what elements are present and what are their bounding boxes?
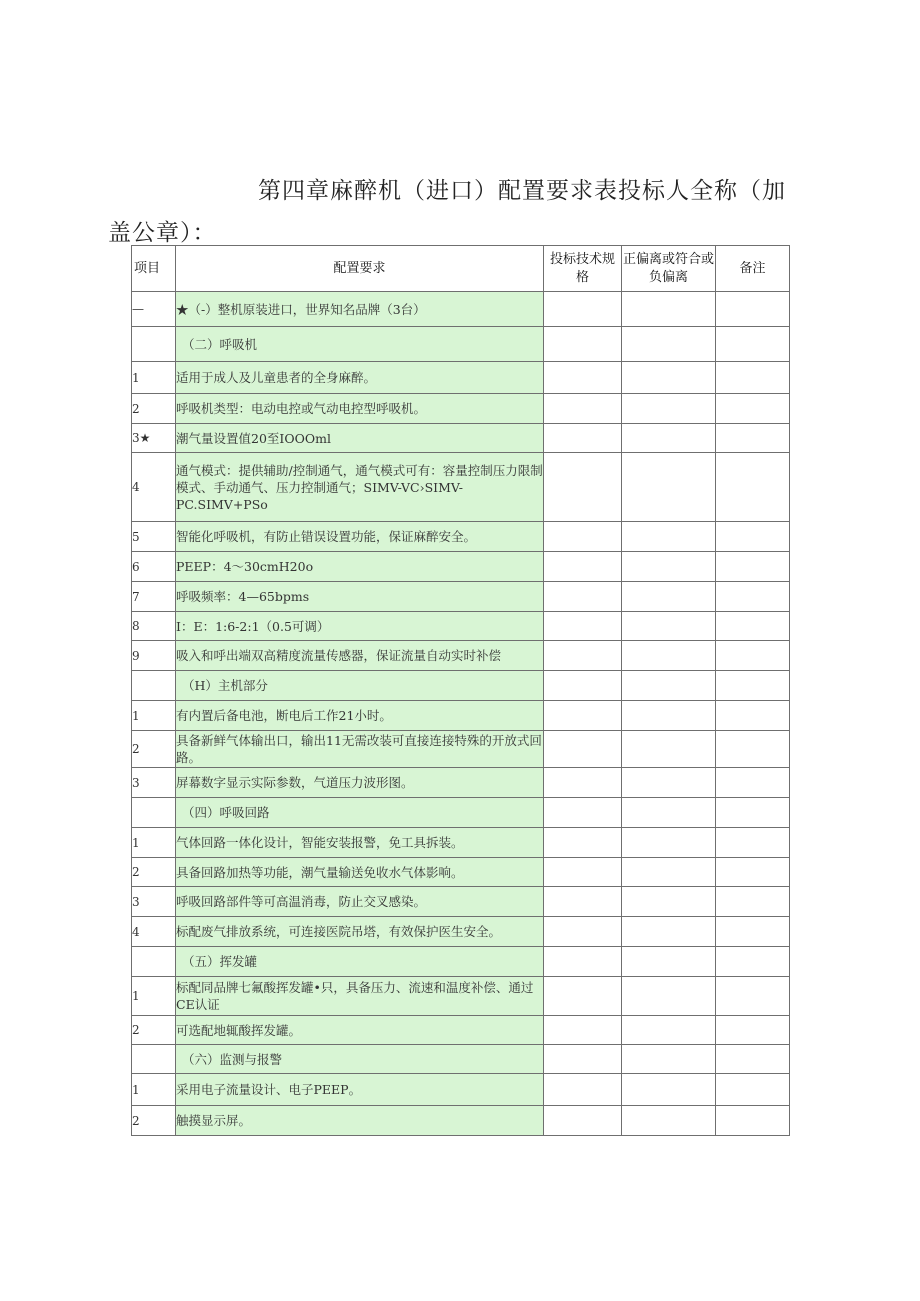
spec-cell[interactable] [544, 612, 622, 641]
deviation-cell[interactable] [622, 1106, 716, 1136]
deviation-cell[interactable] [622, 671, 716, 701]
requirement-text: 采用电子流量设计、电子PEEP。 [176, 1074, 544, 1106]
requirement-text: 呼吸回路部件等可高温消毒，防止交叉感染。 [176, 887, 544, 917]
requirement-text: 呼吸机类型：电动电控或气动电控型呼吸机。 [176, 394, 544, 424]
deviation-cell[interactable] [622, 453, 716, 522]
item-number: 4 [132, 917, 176, 947]
table-row [132, 453, 790, 522]
deviation-cell[interactable] [622, 798, 716, 828]
table-row [132, 1106, 790, 1136]
remark-cell[interactable] [716, 858, 790, 887]
requirement-text: 标配废气排放系统，可连接医院吊塔，有效保护医生安全。 [176, 917, 544, 947]
table-row [132, 701, 790, 731]
table-row [132, 731, 790, 768]
table-row [132, 977, 790, 1016]
deviation-cell[interactable] [622, 522, 716, 552]
deviation-cell[interactable] [622, 701, 716, 731]
section-heading: （二）呼吸机 [176, 327, 544, 362]
spec-cell[interactable] [544, 917, 622, 947]
section-row [132, 1045, 790, 1074]
requirement-text: 可选配地辄酸挥发罐。 [176, 1016, 544, 1045]
table-row [132, 424, 790, 453]
item-number [132, 671, 176, 701]
table-row [132, 858, 790, 887]
requirement-text: 适用于成人及儿童患者的全身麻醉。 [176, 362, 544, 394]
deviation-cell[interactable] [622, 641, 716, 671]
spec-cell[interactable] [544, 798, 622, 828]
deviation-cell[interactable] [622, 292, 716, 327]
page-title-continued: 盖公章）： [108, 220, 217, 246]
table-row [132, 522, 790, 552]
requirement-text: I：E：1:6-2:1（0.5可调） [176, 612, 544, 641]
item-number [132, 798, 176, 828]
remark-cell[interactable] [716, 887, 790, 917]
item-number: 3 [132, 768, 176, 798]
page-title: 第四章麻醉机（进口）配置要求表投标人全称（加 [258, 178, 786, 204]
section-heading: （六）监测与报警 [176, 1045, 544, 1074]
remark-cell[interactable] [716, 582, 790, 612]
requirement-text: 有内置后备电池，断电后工作21小时。 [176, 701, 544, 731]
deviation-cell[interactable] [622, 977, 716, 1016]
table-row [132, 362, 790, 394]
item-number: 8 [132, 612, 176, 641]
section-heading: （四）呼吸回路 [176, 798, 544, 828]
requirement-text: 气体回路一体化设计，智能安装报警，免工具拆装。 [176, 828, 544, 858]
remark-cell[interactable] [716, 828, 790, 858]
deviation-cell[interactable] [622, 327, 716, 362]
spec-cell[interactable] [544, 424, 622, 453]
spec-cell[interactable] [544, 1106, 622, 1136]
header-row [132, 246, 790, 292]
table-row [132, 887, 790, 917]
item-number: 1 [132, 977, 176, 1016]
spec-cell[interactable] [544, 858, 622, 887]
requirement-text: 标配同品牌七氟酸挥发罐•只，具备压力、流速和温度补偿、通过CE认证 [176, 977, 544, 1016]
remark-cell[interactable] [716, 768, 790, 798]
spec-cell[interactable] [544, 1016, 622, 1045]
section-row [132, 671, 790, 701]
deviation-cell[interactable] [622, 917, 716, 947]
deviation-cell[interactable] [622, 1074, 716, 1106]
remark-cell[interactable] [716, 552, 790, 582]
remark-cell[interactable] [716, 612, 790, 641]
remark-cell[interactable] [716, 798, 790, 828]
requirement-text: 潮气量设置值20至IOOOml [176, 424, 544, 453]
section-row [132, 798, 790, 828]
remark-cell[interactable] [716, 1016, 790, 1045]
remark-cell[interactable] [716, 292, 790, 327]
spec-cell[interactable] [544, 582, 622, 612]
item-number: 2 [132, 858, 176, 887]
spec-cell[interactable] [544, 641, 622, 671]
item-number: 9 [132, 641, 176, 671]
spec-cell[interactable] [544, 828, 622, 858]
table-body [132, 292, 790, 1136]
spec-cell[interactable] [544, 552, 622, 582]
item-number [132, 947, 176, 977]
item-number: — [132, 292, 176, 327]
header-item: 项目 [132, 246, 176, 292]
item-number: 3 [132, 887, 176, 917]
table-row [132, 612, 790, 641]
requirement-text: 智能化呼吸机，有防止错误设置功能，保证麻醉安全。 [176, 522, 544, 552]
spec-cell[interactable] [544, 731, 622, 768]
section-row [132, 327, 790, 362]
item-number [132, 1045, 176, 1074]
header-requirement: 配置要求 [176, 246, 544, 292]
requirement-text: 触摸显示屏。 [176, 1106, 544, 1136]
deviation-cell[interactable] [622, 424, 716, 453]
header-deviation: 正偏离或符合或负偏离 [622, 246, 716, 292]
deviation-cell[interactable] [622, 394, 716, 424]
spec-cell[interactable] [544, 977, 622, 1016]
deviation-cell[interactable] [622, 552, 716, 582]
item-number: 7 [132, 582, 176, 612]
deviation-cell[interactable] [622, 362, 716, 394]
spec-cell[interactable] [544, 453, 622, 522]
remark-cell[interactable] [716, 394, 790, 424]
requirement-text-clipped: 吸入和呼出端双高精度流量传感器，保证流量自动实时补偿 [176, 648, 502, 663]
item-number: 2 [132, 731, 176, 768]
spec-cell[interactable] [544, 292, 622, 327]
remark-cell[interactable] [716, 1045, 790, 1074]
requirement-text: 具备回路加热等功能，潮气量输送免收水气体影响。 [176, 858, 544, 887]
table-row [132, 1074, 790, 1106]
deviation-cell[interactable] [622, 1045, 716, 1074]
item-number: 4 [132, 453, 176, 522]
remark-cell[interactable] [716, 362, 790, 394]
remark-cell[interactable] [716, 424, 790, 453]
remark-cell[interactable] [716, 731, 790, 768]
deviation-cell[interactable] [622, 828, 716, 858]
remark-cell[interactable] [716, 671, 790, 701]
item-number: 1 [132, 362, 176, 394]
remark-cell[interactable] [716, 701, 790, 731]
requirement-text: ★（-）整机原装进口，世界知名品牌（3台） [176, 292, 544, 327]
remark-cell[interactable] [716, 641, 790, 671]
spec-cell[interactable] [544, 522, 622, 552]
spec-cell[interactable] [544, 768, 622, 798]
item-number: 2 [132, 1016, 176, 1045]
spec-cell[interactable] [544, 671, 622, 701]
deviation-cell[interactable] [622, 582, 716, 612]
spec-cell[interactable] [544, 394, 622, 424]
section-heading: （五）挥发罐 [176, 947, 544, 977]
remark-cell[interactable] [716, 453, 790, 522]
remark-cell[interactable] [716, 1106, 790, 1136]
table-row [132, 917, 790, 947]
table-row [132, 552, 790, 582]
deviation-cell[interactable] [622, 858, 716, 887]
deviation-cell[interactable] [622, 1016, 716, 1045]
remark-cell[interactable] [716, 917, 790, 947]
deviation-cell[interactable] [622, 887, 716, 917]
item-number: 3★ [132, 424, 176, 453]
spec-cell[interactable] [544, 947, 622, 977]
spec-cell[interactable] [544, 701, 622, 731]
spec-cell[interactable] [544, 1045, 622, 1074]
table-row [132, 641, 790, 671]
remark-cell[interactable] [716, 1074, 790, 1106]
spec-cell[interactable] [544, 327, 622, 362]
header-remark: 备注 [716, 246, 790, 292]
item-number: 2 [132, 394, 176, 424]
item-number: 1 [132, 701, 176, 731]
requirement-text: 具备新鲜气体输出口，输出11无需改装可直接连接特殊的开放式回路。 [176, 731, 544, 768]
requirement-text: 屏幕数字显示实际参数，气道压力波形图。 [176, 768, 544, 798]
spec-cell[interactable] [544, 362, 622, 394]
remark-cell[interactable] [716, 522, 790, 552]
section-row [132, 947, 790, 977]
item-number: 1 [132, 1074, 176, 1106]
deviation-cell[interactable] [622, 612, 716, 641]
table-row [132, 828, 790, 858]
spec-cell[interactable] [544, 1074, 622, 1106]
deviation-cell[interactable] [622, 731, 716, 768]
header-spec: 投标技术规格 [544, 246, 622, 292]
requirement-text: PEEP：4～30cmH20o [176, 552, 544, 582]
remark-cell[interactable] [716, 977, 790, 1016]
table-row [132, 768, 790, 798]
item-number: 6 [132, 552, 176, 582]
item-number [132, 327, 176, 362]
item-number: 5 [132, 522, 176, 552]
item-number: 1 [132, 828, 176, 858]
requirement-text: 通气模式：提供辅助/控制通气，通气模式可有：容量控制压力限制模式、手动通气、压力控制通气；SIMV-VC›SIMV-PC.SIMV+PSo [176, 453, 544, 522]
deviation-cell[interactable] [622, 768, 716, 798]
table-row [132, 394, 790, 424]
remark-cell[interactable] [716, 947, 790, 977]
remark-cell[interactable] [716, 327, 790, 362]
table-row [132, 1016, 790, 1045]
spec-cell[interactable] [544, 887, 622, 917]
table-row [132, 292, 790, 327]
section-heading: （H）主机部分 [176, 671, 544, 701]
requirement-text [176, 641, 544, 671]
item-number: 2 [132, 1106, 176, 1136]
table-row [132, 582, 790, 612]
requirement-text: 呼吸频率：4—65bpms [176, 582, 544, 612]
deviation-cell[interactable] [622, 947, 716, 977]
requirements-table [131, 245, 790, 1136]
